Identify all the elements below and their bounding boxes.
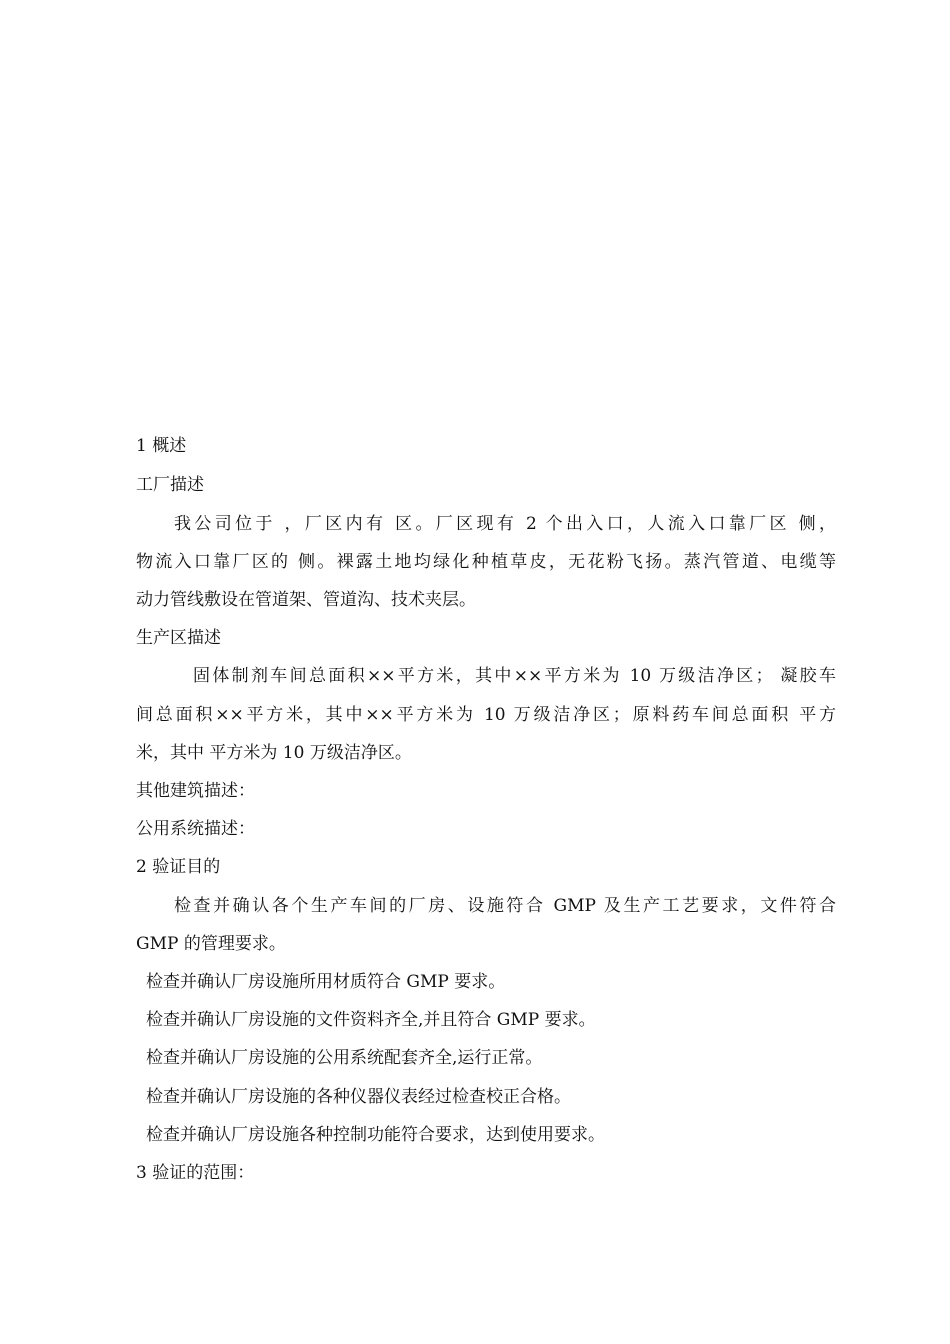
- factory-description-title: 工厂描述: [136, 475, 204, 495]
- purpose-paragraph-line-1: 检查并确认各个生产车间的厂房、设施符合 GMP 及生产工艺要求，文件符合: [174, 896, 836, 916]
- factory-paragraph-line-2: 物流入口靠厂区的 侧。裸露土地均绿化种植草皮，无花粉飞扬。蒸汽管道、电缆等: [136, 552, 836, 572]
- production-paragraph-line-3: 米，其中 平方米为 10 万级洁净区。: [136, 743, 412, 763]
- purpose-item-2: 检查并确认厂房设施的文件资料齐全,并且符合 GMP 要求。: [146, 1010, 596, 1030]
- purpose-item-3: 检查并确认厂房设施的公用系统配套齐全,运行正常。: [146, 1048, 543, 1068]
- purpose-paragraph-line-2: GMP 的管理要求。: [136, 934, 286, 954]
- production-paragraph-line-1: 固体制剂车间总面积××平方米，其中××平方米为 10 万级洁净区； 凝胶车: [193, 666, 836, 686]
- factory-paragraph-line-1: 我公司位于 ，厂区内有 区。厂区现有 2 个出入口，人流入口靠厂区 侧，: [174, 514, 836, 534]
- factory-paragraph-line-3: 动力管线敷设在管道架、管道沟、技术夹层。: [136, 590, 476, 610]
- production-paragraph-line-2: 间总面积××平方米，其中××平方米为 10 万级洁净区；原料药车间总面积 平方: [136, 705, 836, 725]
- section-3-heading: 3 验证的范围：: [136, 1163, 255, 1183]
- purpose-item-5: 检查并确认厂房设施各种控制功能符合要求，达到使用要求。: [146, 1125, 605, 1145]
- section-1-heading: 1 概述: [136, 436, 187, 456]
- other-buildings-title: 其他建筑描述：: [136, 781, 255, 801]
- purpose-item-4: 检查并确认厂房设施的各种仪器仪表经过检查校正合格。: [146, 1087, 571, 1107]
- section-2-heading: 2 验证目的: [136, 857, 221, 877]
- purpose-item-1: 检查并确认厂房设施所用材质符合 GMP 要求。: [146, 972, 506, 992]
- utilities-title: 公用系统描述：: [136, 819, 255, 839]
- production-area-title: 生产区描述: [136, 628, 221, 648]
